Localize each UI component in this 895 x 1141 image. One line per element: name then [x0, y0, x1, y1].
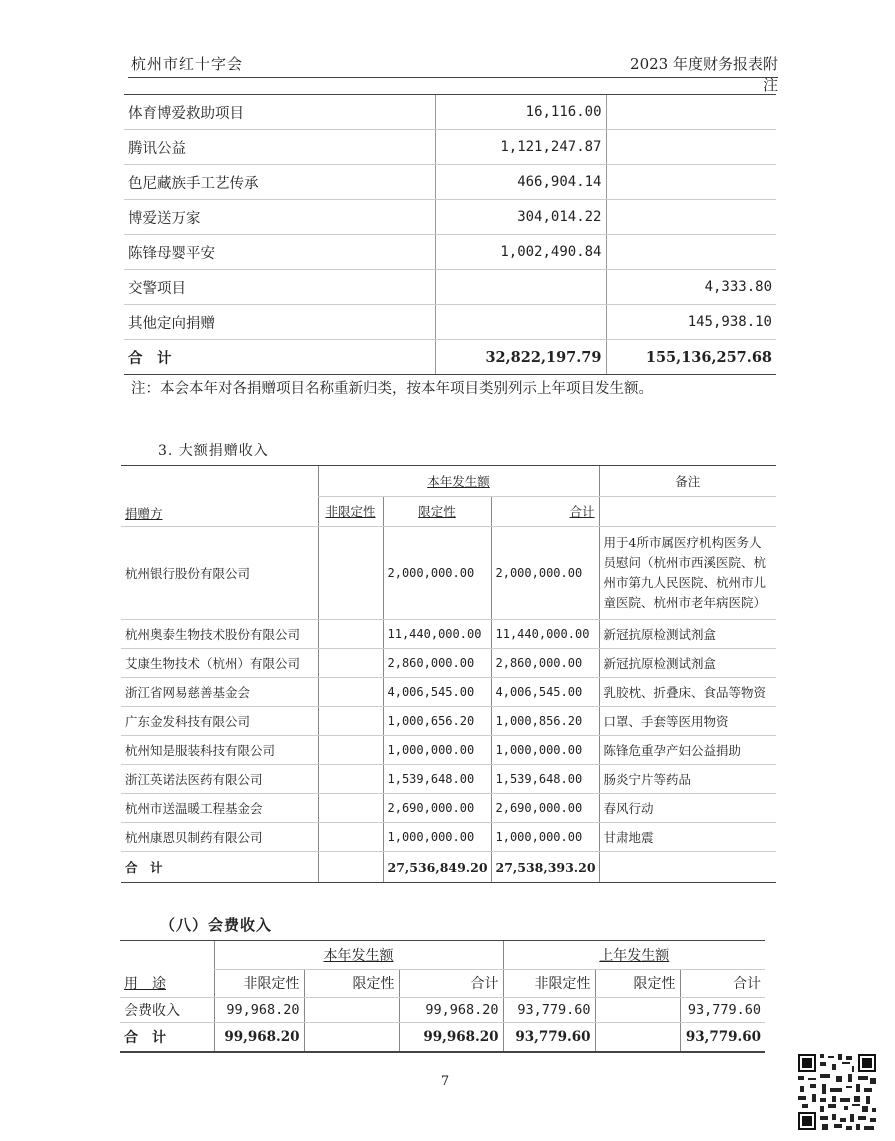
total-label: 合 计	[121, 852, 318, 883]
table-row	[121, 620, 776, 649]
remark: 春风行动	[599, 794, 776, 823]
current-amount: 304,014.22	[435, 200, 606, 235]
usage-header: 用 途	[124, 976, 166, 992]
total-amount: 4,006,545.00	[491, 678, 599, 707]
remark: 新冠抗原检测试剂盒	[599, 649, 776, 678]
total-amount: 1,000,000.00	[491, 823, 599, 852]
project-name: 体育博爱救助项目	[124, 95, 435, 130]
remark: 新冠抗原检测试剂盒	[599, 620, 776, 649]
total-amount: 1,000,856.20	[491, 707, 599, 736]
table-row	[121, 527, 776, 620]
current-amount: 1,002,490.84	[435, 235, 606, 270]
unrestricted-amount	[318, 736, 383, 765]
cur-restricted	[304, 998, 399, 1023]
prior-year-header: 上年发生额	[599, 947, 670, 964]
restricted-amount: 1,539,648.00	[383, 765, 491, 794]
remark: 甘肃地震	[599, 823, 776, 852]
pri-total-header: 合计	[680, 969, 765, 998]
restricted-amount: 1,000,000.00	[383, 736, 491, 765]
project-name: 色尼藏族手工艺传承	[124, 165, 435, 200]
current-amount: 466,904.14	[435, 165, 606, 200]
donor-name: 杭州知是服装科技有限公司	[121, 736, 318, 765]
restricted-header: 限定性	[418, 504, 456, 520]
membership-fee-table	[120, 940, 765, 1053]
donor-name: 艾康生物技术（杭州）有限公司	[121, 649, 318, 678]
remark: 肠炎宁片等药品	[599, 765, 776, 794]
donor-name: 浙江省网易慈善基金会	[121, 678, 318, 707]
current-amount: 1,121,247.87	[435, 130, 606, 165]
unrestricted-amount	[318, 823, 383, 852]
restricted-amount: 2,690,000.00	[383, 794, 491, 823]
remark: 陈锋危重孕产妇公益捐助	[599, 736, 776, 765]
table-row	[124, 165, 776, 200]
total-amount: 2,860,000.00	[491, 649, 599, 678]
unrestricted-amount	[318, 527, 383, 620]
cur-total-header: 合计	[399, 969, 503, 998]
current-year-header: 本年发生额	[427, 473, 490, 489]
table-row	[121, 765, 776, 794]
table-row	[121, 823, 776, 852]
total-row	[121, 852, 776, 883]
total-cur-restricted	[304, 1023, 399, 1053]
prior-amount: 4,333.80	[606, 270, 776, 305]
restricted-amount: 4,006,545.00	[383, 678, 491, 707]
pri-restricted	[595, 998, 680, 1023]
donor-name: 浙江英诺法医药有限公司	[121, 765, 318, 794]
header-divider	[128, 77, 778, 78]
table-row	[124, 305, 776, 340]
cur-unrestricted: 99,968.20	[214, 998, 304, 1023]
header-row	[121, 466, 776, 497]
donor-name: 杭州银行股份有限公司	[121, 527, 318, 620]
pri-unrestricted: 93,779.60	[503, 998, 595, 1023]
table-row	[121, 794, 776, 823]
remark-header: 备注	[599, 466, 776, 497]
header-row	[120, 941, 765, 970]
current-amount	[435, 305, 606, 340]
restricted-amount: 2,000,000.00	[383, 527, 491, 620]
project-name: 陈锋母婴平安	[124, 235, 435, 270]
total-header: 合计	[569, 504, 595, 520]
total-cur-total: 99,968.20	[399, 1023, 503, 1053]
total-row	[120, 1023, 765, 1053]
remark: 口罩、手套等医用物资	[599, 707, 776, 736]
table-row	[124, 130, 776, 165]
restricted-amount: 11,440,000.00	[383, 620, 491, 649]
subheader-row	[120, 969, 765, 998]
page-number: 7	[440, 1074, 450, 1089]
prior-amount	[606, 95, 776, 130]
total-amount: 2,690,000.00	[491, 794, 599, 823]
unrestricted-amount	[318, 620, 383, 649]
header-report-title: 2023 年度财务报表附注	[630, 55, 778, 94]
table-row	[124, 270, 776, 305]
current-amount: 16,116.00	[435, 95, 606, 130]
restricted-amount: 1,000,000.00	[383, 823, 491, 852]
qr-code-icon	[796, 1052, 878, 1132]
pri-total: 93,779.60	[680, 998, 765, 1023]
header-org: 杭州市红十字会	[131, 55, 244, 73]
project-name: 其他定向捐赠	[124, 305, 435, 340]
table-row	[121, 678, 776, 707]
table-row	[120, 998, 765, 1023]
table-row	[124, 200, 776, 235]
pri-unrestricted-header: 非限定性	[503, 969, 595, 998]
total-restricted: 27,536,849.20	[383, 852, 491, 883]
usage: 会费收入	[120, 998, 214, 1023]
total-pri-unrestricted: 93,779.60	[503, 1023, 595, 1053]
table-row	[121, 707, 776, 736]
total-pri-total: 93,779.60	[680, 1023, 765, 1053]
total-amount: 1,000,000.00	[491, 736, 599, 765]
total-amount: 11,440,000.00	[491, 620, 599, 649]
pri-restricted-header: 限定性	[595, 969, 680, 998]
remark: 乳胶枕、折叠床、食品等物资	[599, 678, 776, 707]
donor-name: 广东金发科技有限公司	[121, 707, 318, 736]
table-row	[124, 235, 776, 270]
total-amount: 1,539,648.00	[491, 765, 599, 794]
prior-amount: 145,938.10	[606, 305, 776, 340]
prior-amount	[606, 130, 776, 165]
total-amount: 2,000,000.00	[491, 527, 599, 620]
unrestricted-header: 非限定性	[325, 504, 376, 520]
total-current: 32,822,197.79	[435, 340, 606, 375]
unrestricted-amount	[318, 794, 383, 823]
restricted-amount: 2,860,000.00	[383, 649, 491, 678]
table-row	[124, 95, 776, 130]
total-pri-restricted	[595, 1023, 680, 1053]
prior-amount	[606, 200, 776, 235]
restricted-amount: 1,000,656.20	[383, 707, 491, 736]
total-amount: 27,538,393.20	[491, 852, 599, 883]
table-row	[121, 649, 776, 678]
section-3-title: 3. 大额捐赠收入	[158, 443, 269, 459]
prior-amount	[606, 235, 776, 270]
large-donations-table	[121, 465, 776, 883]
project-name: 交警项目	[124, 270, 435, 305]
unrestricted-amount	[318, 707, 383, 736]
current-year-header: 本年发生额	[323, 947, 394, 964]
project-name: 腾讯公益	[124, 130, 435, 165]
current-amount	[435, 270, 606, 305]
prior-amount	[606, 165, 776, 200]
total-prior: 155,136,257.68	[606, 340, 776, 375]
cur-total: 99,968.20	[399, 998, 503, 1023]
donation-project-table	[124, 94, 776, 375]
table-row	[121, 736, 776, 765]
total-cur-unrestricted: 99,968.20	[214, 1023, 304, 1053]
unrestricted-amount	[318, 649, 383, 678]
unrestricted-amount	[318, 765, 383, 794]
donor-name: 杭州奥泰生物技术股份有限公司	[121, 620, 318, 649]
unrestricted-amount	[318, 678, 383, 707]
reclassification-note: 注：本会本年对各捐赠项目名称重新归类，按本年项目类别列示上年项目发生额。	[131, 381, 653, 397]
remark: 用于4所市属医疗机构医务人员慰问（杭州市西溪医院、杭州市第九人民医院、杭州市儿童医院、杭州市老年病医院）	[599, 527, 776, 620]
donor-header: 捐赠方	[125, 506, 163, 521]
total-label: 合 计	[120, 1023, 214, 1053]
cur-unrestricted-header: 非限定性	[214, 969, 304, 998]
donor-name: 杭州康恩贝制药有限公司	[121, 823, 318, 852]
total-row	[124, 340, 776, 375]
project-name: 博爱送万家	[124, 200, 435, 235]
cur-restricted-header: 限定性	[304, 969, 399, 998]
donor-name: 杭州市送温暖工程基金会	[121, 794, 318, 823]
section-8-title: （八）会费收入	[160, 916, 273, 934]
total-label: 合 计	[124, 340, 435, 375]
